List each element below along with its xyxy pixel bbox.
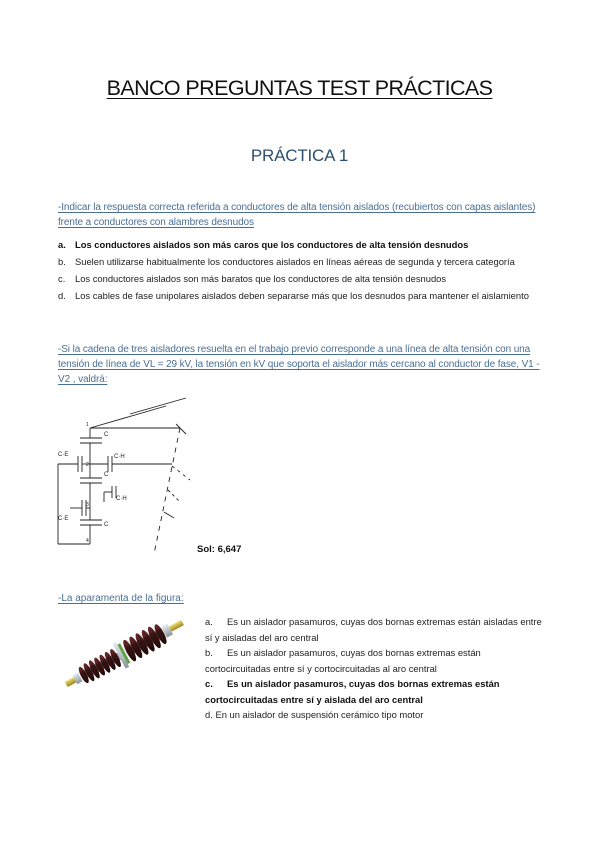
option-1c: [58, 272, 542, 287]
option-text: En un aislador de suspensión cerámico tipo motor: [215, 709, 424, 720]
option-1d: [58, 289, 542, 304]
option-3d: [205, 707, 545, 723]
option-marker: b.: [205, 647, 213, 658]
option-text: Los conductores aislados son más baratos que los conductores de alta tensión desnudos: [75, 273, 447, 284]
option-3b: [205, 645, 545, 676]
option-1b: [58, 255, 542, 270]
option-3a: [205, 614, 545, 645]
option-marker: d.: [205, 709, 213, 720]
label-ce-top: C·E: [58, 452, 69, 458]
node-label-2: 2: [86, 462, 89, 468]
tower-tick: [164, 512, 174, 518]
right-terminal: [169, 620, 184, 632]
tower-tick: [172, 466, 190, 480]
label-c-1: C: [104, 432, 109, 438]
option-marker: a.: [58, 239, 66, 250]
option-marker: a.: [205, 616, 213, 627]
node-label-1: 1: [86, 422, 89, 428]
crossarm-brace: [90, 406, 166, 428]
section-title: PRÁCTICA 1: [250, 146, 349, 165]
option-text: Suelen utilizarse habitualmente los conductores aislados en líneas aéreas de segunda y tercera categoría: [75, 256, 515, 267]
option-marker: c.: [205, 678, 213, 689]
node-label-4: 4: [86, 538, 89, 544]
tower-top-line: [130, 398, 186, 414]
option-3c: [205, 676, 545, 707]
question-1-text: -Indicar la respuesta correcta referida a conductores de alta tensión aislados (recubiertos con capas aislantes) frente a conductores con alambres desnudos: [58, 202, 536, 228]
question-3-text: -La aparamenta de la figura:: [58, 593, 184, 604]
bushing-insulator-image: [56, 610, 198, 694]
label-c-2: C: [104, 472, 109, 478]
question-2-text: -Si la cadena de tres aisladores resuelta en el trabajo previo corresponde a una línea de alta tensión con una tensión de línea de VL = 29 kV, la tensión en kV que soporta el aislador más cercano al conductor de fase, V1 - V2 , valdrá:: [58, 344, 540, 385]
option-text: Es un aislador pasamuros, cuyas dos bornas extremas están aisladas entre sí y aisladas del aro central: [205, 616, 542, 643]
option-text: Los conductores aislados son más caros que los conductores de alta tensión desnudos: [75, 239, 469, 250]
tower-leg-dashed: [154, 428, 180, 554]
label-ch-bottom: C·H: [116, 496, 127, 502]
document-title: BANCO PREGUNTAS TEST PRÁCTICAS: [106, 76, 493, 100]
option-text: Es un aislador pasamuros, cuyas dos bornas extremas están cortocircuitadas entre sí y aislada del aro central: [205, 678, 500, 705]
option-text: Es un aislador pasamuros, cuyas dos bornas extremas están cortocircuitadas entre sí y cortocircuitadas al aro central: [205, 647, 481, 674]
option-1a: [58, 238, 542, 253]
solution-text: Sol: 6,647: [197, 544, 242, 555]
node-label-3: 3: [86, 502, 89, 508]
label-c-3: C: [104, 522, 109, 528]
option-marker: c.: [58, 273, 66, 284]
question-1-options: [58, 238, 542, 306]
insulator-chain-circuit-diagram: [50, 394, 220, 560]
option-text: Los cables de fase unipolares aislados deben separarse más que los desnudos para mantener el aislamiento: [75, 290, 529, 301]
label-ch-top: C·H: [114, 454, 125, 460]
tower-tick: [176, 424, 186, 434]
label-ce-bottom: C·E: [58, 516, 69, 522]
option-marker: b.: [58, 256, 66, 267]
option-marker: d.: [58, 290, 66, 301]
tower-tick: [168, 490, 180, 502]
question-3-options: [205, 614, 545, 723]
